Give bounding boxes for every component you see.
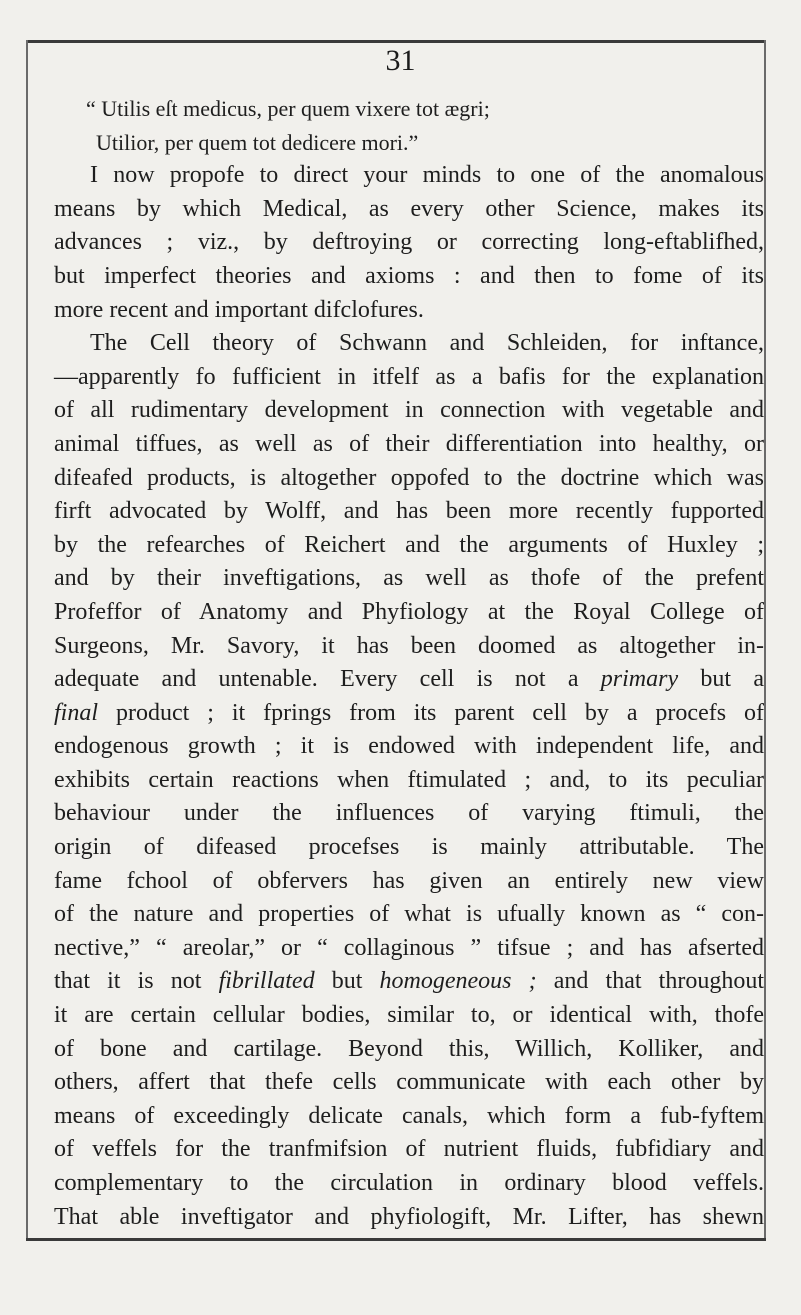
- paragraph-line: more recent and important difclofures.: [54, 296, 424, 323]
- paragraph-line: but imperfect theories and axioms : and then to fome of its: [54, 262, 764, 289]
- paragraph-line: Surgeons, Mr. Savory, it has been doomed as altogether in-: [54, 632, 764, 659]
- italic-text: final: [54, 699, 99, 726]
- text-run: Every cell is not a: [340, 666, 579, 693]
- paragraph-line: it are certain cellular bodies, similar to, or identical with, thofe: [54, 1002, 764, 1029]
- paragraph-line: Profeffor of Anatomy and Phyfiology at the Royal College of: [54, 598, 764, 625]
- text-run: adequate and untenable.: [54, 666, 318, 693]
- paragraph-line: of veffels for the tranfmifsion of nutrient fluids, fubfidiary and: [54, 1136, 764, 1163]
- body-text: [54, 92, 764, 1234]
- paragraph-line: nective,” “ areolar,” or “ collaginous ” tifsue ; and has afserted: [54, 934, 764, 961]
- paragraph-line: advances ; viz., by deftroying or correcting long-eftablifhed,: [54, 229, 764, 256]
- text-run: product ; it fprings from its parent cell by a procefs of: [115, 699, 765, 726]
- italic-text: primary: [600, 666, 679, 693]
- text-run: and that throughout: [553, 968, 765, 995]
- paragraph-line: of bone and cartilage. Beyond this, Willich, Kolliker, and: [54, 1035, 764, 1062]
- left-border-rule: [26, 40, 28, 1240]
- paragraph-line: others, affert that thefe cells communicate with each other by: [54, 1069, 764, 1096]
- italic-text: homogeneous ;: [379, 968, 537, 995]
- paragraph-line: I now propofe to direct your minds to one of the anomalous: [90, 162, 764, 189]
- text-run: but: [331, 968, 363, 995]
- paragraph-line: by the refearches of Reichert and the arguments of Huxley ;: [54, 531, 764, 558]
- paragraph-line: behaviour under the influences of varying ftimuli, the: [54, 800, 764, 827]
- bottom-border-rule: [26, 1238, 766, 1241]
- paragraph-line: origin of difeased procefses is mainly attributable. The: [54, 834, 764, 861]
- page-number: 31: [385, 44, 416, 77]
- paragraph-line: [54, 965, 764, 999]
- paragraph-line: —apparently fo fufficient in itfelf as a bafis for the explanation: [54, 363, 764, 390]
- paragraph-line: of the nature and properties of what is ufually known as “ con-: [54, 901, 764, 928]
- paragraph-line: firft advocated by Wolff, and has been more recently fupported: [54, 498, 764, 525]
- paragraph-line: animal tiffues, as well as of their differentiation into healthy, or: [54, 430, 764, 457]
- paragraph-line: endogenous growth ; it is endowed with independent life, and: [54, 733, 764, 760]
- right-border-rule: [764, 40, 766, 1240]
- top-border-rule: [26, 40, 766, 43]
- paragraph-line: complementary to the circulation in ordinary blood veffels.: [54, 1170, 764, 1196]
- paragraph-line: exhibits certain reactions when ftimulated ; and, to its peculiar: [54, 766, 764, 793]
- text-run: but a: [700, 666, 764, 693]
- paragraph-line: [54, 697, 764, 731]
- verse-line: Utilior, per quem tot dedicere mori.”: [96, 129, 419, 155]
- paragraph-line: of all rudimentary development in connection with vegetable and: [54, 397, 764, 424]
- verse-line: “ Utilis eſt medicus, per quem vixere tot ægri;: [86, 96, 490, 121]
- paragraph-line: means by which Medical, as every other Science, makes its: [54, 195, 764, 222]
- paragraph-line: means of exceedingly delicate canals, which form a fub-fyftem: [54, 1102, 764, 1129]
- paragraph-line: fame fchool of obfervers has given an entirely new view: [54, 867, 764, 894]
- paragraph-line: That able inveftigator and phyfiologift, Mr. Lifter, has shewn: [54, 1203, 764, 1230]
- paragraph-line: The Cell theory of Schwann and Schleiden, for inftance,: [90, 330, 764, 357]
- italic-text: fibrillated: [218, 968, 315, 995]
- text-run: that it is not: [54, 968, 202, 995]
- paragraph-line: difeafed products, is altogether oppofed to the doctrine which was: [54, 464, 764, 491]
- paragraph-line: and by their inveftigations, as well as thofe of the prefent: [54, 565, 764, 592]
- paragraph-line: [54, 663, 764, 697]
